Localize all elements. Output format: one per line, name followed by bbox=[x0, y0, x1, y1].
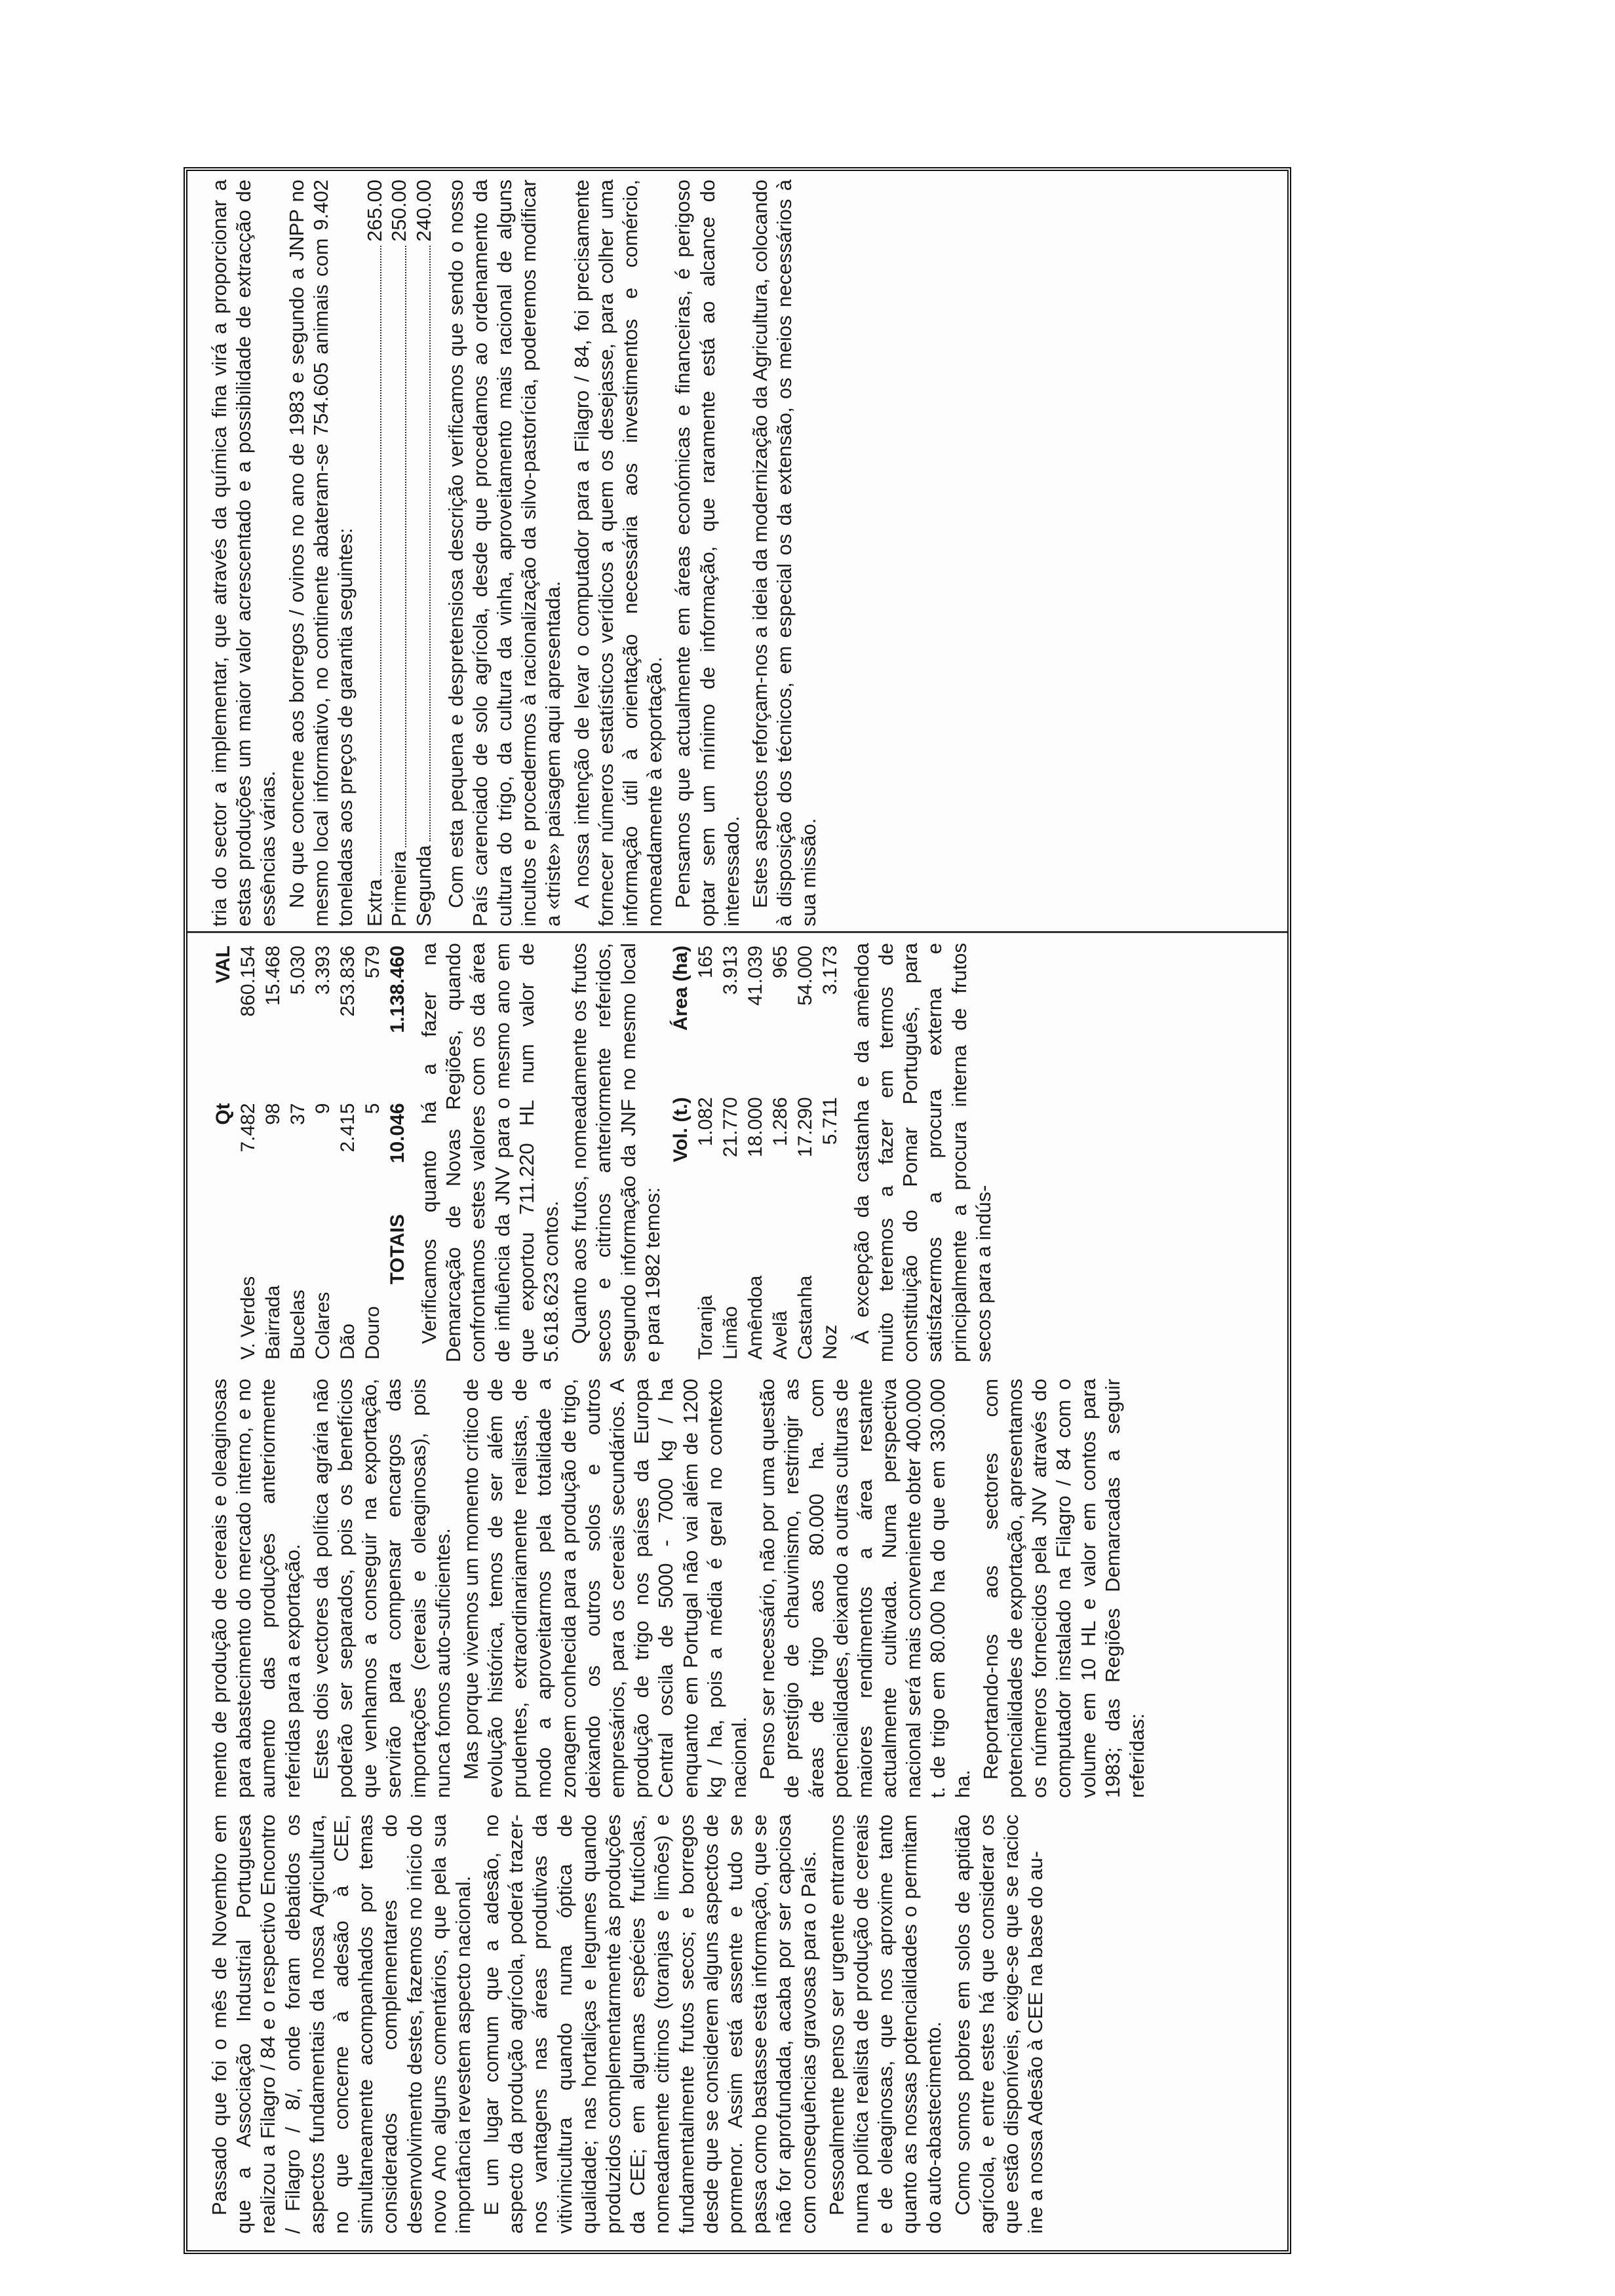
fruit-production-table bbox=[669, 943, 843, 1362]
newspaper-page bbox=[184, 167, 1291, 2254]
table-cell: 15.468 bbox=[262, 946, 284, 1006]
article-column-4 bbox=[207, 180, 1268, 927]
article-column-2 bbox=[207, 1379, 1268, 1798]
table-row bbox=[360, 943, 385, 1362]
table-row bbox=[793, 943, 818, 1362]
paragraph: Pensamos que actualmente em áreas económicas e financeiras, é perigoso optar sem um mínimo de informação, que raramente está ao alcance do interessado. bbox=[671, 180, 743, 927]
paragraph: Passado que foi o mês de Novembro em que a Associação Industrial Portuguesa realizou a Filagro / 84 e o respectivo Encontro / Filagro / 8/, onde foram debatidos os aspectos fundamentais da nossa Agricultura, no que concerne à adesão à CEE, simultaneamente acompanhados por temas considerados complementares do desenvolvimento destes, fazemos no início do novo Ano alguns comentários, que pela sua importância revestem aspecto nacional. bbox=[208, 1814, 475, 2234]
price-value: 240.00 bbox=[412, 180, 435, 242]
list-item bbox=[387, 180, 411, 927]
paragraph: À excepção da castanha e da amêndoa muito teremos a fazer em termos de constituição do Pomar Português, para satisfazermos a procura externa e principalmente a procura interna de frutos secos para a indús- bbox=[849, 943, 995, 1362]
table-cell: Castanha bbox=[794, 1275, 816, 1360]
guarantee-price-list bbox=[362, 180, 436, 927]
table-row bbox=[818, 943, 843, 1362]
table-cell: 98 bbox=[262, 1103, 284, 1125]
paragraph: Reportando-nos aos sectores com potencialidades de exportação, apresentamos os números fornecidos pela JNV através do computador instalado na Filagro / 84 com o volume em 10 HL e valor em contos para 1983; das Regiões Demarcadas a seguir referidas: bbox=[979, 1379, 1148, 1798]
wine-export-table bbox=[211, 943, 410, 1362]
list-item bbox=[412, 180, 436, 927]
table-cell: 253.836 bbox=[337, 946, 359, 1017]
table-cell: Avelã bbox=[769, 1311, 791, 1360]
table-cell: Colares bbox=[312, 1292, 334, 1360]
table-cell: 1.082 bbox=[694, 1097, 716, 1147]
table-row bbox=[286, 943, 311, 1362]
table-cell: 579 bbox=[362, 946, 383, 979]
table-cell: 1.286 bbox=[769, 1097, 791, 1147]
table-cell: Dão bbox=[337, 1323, 359, 1360]
paragraph: No que concerne aos borregos / ovinos no ano de 1983 e segundo a JNPP no mesmo local informativo, no continente abateram-se 754.605 animais com 9.402 toneladas aos preços de garantia seguintes: bbox=[284, 180, 357, 927]
table-row bbox=[718, 943, 743, 1362]
table-cell: 21.770 bbox=[719, 1097, 741, 1158]
table-header-row bbox=[669, 943, 693, 1362]
list-item bbox=[362, 180, 387, 927]
table-cell: 7.482 bbox=[237, 1103, 259, 1153]
dot-leader bbox=[387, 246, 406, 847]
article-column-1 bbox=[207, 1814, 1268, 2234]
table-row bbox=[261, 943, 286, 1362]
price-value: 250.00 bbox=[387, 180, 411, 242]
table-cell: 17.290 bbox=[794, 1097, 816, 1158]
table-cell: 3.173 bbox=[819, 946, 841, 995]
column-divider bbox=[187, 931, 1287, 933]
paragraph: Penso ser necessário, não por uma questão de prestígio de chauvinismo, restringir as áreas de trigo aos 80.000 ha. com potencialidades, deixando a outras culturas de maiores rendimentos a área restante actualmente cultivada. Numa perspectiva nacional será mais conveniente obter 400.000 t. de trigo em 80.000 ha do que em 330.000 ha. bbox=[756, 1379, 974, 1798]
table-cell: Amêndoa bbox=[744, 1275, 766, 1360]
table-header: Qt bbox=[212, 1103, 234, 1125]
table-cell: 860.154 bbox=[237, 946, 259, 1017]
paragraph: Verificamos quanto há a fazer na Demarcação de Novas Regiões, quando confrontamos estes valores com os da área de influência da JNV para o mesmo ano em que exportou 711.220 HL num valor de 5.618.623 contos. bbox=[418, 943, 562, 1362]
table-cell: Toranja bbox=[694, 1295, 716, 1360]
paragraph: A nossa intenção de levar o computador para a Filagro / 84, foi precisamente fornecer números estatísticos verídicos a quem os desejasse, para colher uma informação útil à orientação necessária aos investimentos e comércio, nomeadamente à exportação. bbox=[570, 180, 667, 927]
table-cell: 54.000 bbox=[794, 946, 816, 1006]
table-row bbox=[336, 943, 360, 1362]
paragraph: Com esta pequena e despretensiosa descrição verificamos que sendo o nosso País carenciado de solo agrícola, desde que procedamos ao ordenamento da cultura do trigo, da cultura da vinha, aproveitamento mais racional de alguns incultos e procedermos à racionalização da silvo-pastorícia, poderemos modificar a «triste» paisagem aqui apresentada. bbox=[444, 180, 565, 927]
table-total-row bbox=[385, 943, 410, 1362]
table-cell: 37 bbox=[287, 1103, 309, 1125]
table-cell: 965 bbox=[769, 946, 791, 979]
table-header-row bbox=[211, 943, 236, 1362]
table-cell: 18.000 bbox=[744, 1097, 766, 1158]
table-header: Vol. (t.) bbox=[669, 1097, 691, 1162]
table-cell: Douro bbox=[362, 1306, 383, 1360]
table-row bbox=[311, 943, 336, 1362]
paragraph: Mas porque vivemos um momento crítico de evolução histórica, temos de ser além de prudentes, extraordinariamente realistas, de modo a aproveitarmos pela totalidade a zonagem conhecida para a produção de trigo, deixando os outros solos e outros empresários, para os cereais secundários. A produção de trigo nos países da Europa Central oscila de 5000 - 7000 kg / ha enquanto em Portugal não vai além de 1200 kg / ha, pois a média é geral no contexto nacional. bbox=[459, 1379, 750, 1798]
table-row bbox=[743, 943, 768, 1362]
paragraph: Pessoalmente penso ser urgente entrarmos numa política realista de produção de cereais e de oleaginosas, que nos aproxime tanto quanto as nossas potencialidades o permitam do auto-abastecimento. bbox=[825, 1814, 946, 2234]
paragraph: E um lugar comum que a adesão, no aspecto da produção agrícola, poderá trazer-nos vantagens nas áreas produtivas da vitivinicultura quando numa óptica de qualidade; nas hortaliças e legumes quando produzidos complementarmente às produções da CEE; em algumas espécies frutícolas, nomeadamente citrinos (toranjas e limões) e fundamentalmente frutos secos; e borregos desde que se considerem alguns aspectos de pormenor. Assim está assente e tudo se passa como bastasse esta informação, que se não for aprofundada, acaba por ser capciosa com consequências gravosas para o País. bbox=[480, 1814, 820, 2234]
price-label: Extra bbox=[363, 879, 387, 927]
dot-leader bbox=[412, 246, 431, 841]
table-header bbox=[669, 1212, 693, 1362]
table-cell: 5 bbox=[362, 1103, 383, 1115]
dot-leader bbox=[362, 246, 381, 875]
table-cell: TOTAIS bbox=[387, 1214, 408, 1285]
table-header: VAL bbox=[212, 946, 234, 984]
price-label: Primeira bbox=[387, 851, 411, 927]
table-header bbox=[211, 1212, 236, 1362]
table-cell: Noz bbox=[819, 1324, 841, 1360]
table-cell: 3.913 bbox=[719, 946, 741, 995]
paragraph: Estes aspectos reforçam-nos a ideia da modernização da Agricultura, colocando à disposição dos técnicos, em especial os da extensão, os meios necessários à sua missão. bbox=[748, 180, 821, 927]
table-cell: 1.138.460 bbox=[387, 946, 408, 1033]
table-cell: 41.039 bbox=[744, 946, 766, 1006]
paragraph: Estes dois vectores da política agrária não poderão ser separados, pois os benefícios que venhamos a conseguir na exportação, servirão para compensar encargos das importações (cereais e oleaginosas), pois nunca fomos auto-suficientes. bbox=[309, 1379, 454, 1798]
table-row bbox=[768, 943, 793, 1362]
table-cell: 165 bbox=[694, 946, 716, 979]
table-row bbox=[236, 943, 261, 1362]
table-header: Área (ha) bbox=[669, 946, 691, 1031]
paragraph: Quanto aos frutos, nomeadamente os frutos secos e citrinos anteriormente referidos, segundo informação da JNF no mesmo local e para 1982 temos: bbox=[568, 943, 664, 1362]
price-value: 265.00 bbox=[363, 180, 387, 242]
price-label: Segunda bbox=[412, 845, 435, 927]
table-cell: 9 bbox=[312, 1103, 334, 1115]
paragraph: tria do sector a implementar, que através da química fina virá a proporcionar a estas produções um maior valor acrescentado e a possibilidade de extracção de essências várias. bbox=[208, 180, 280, 927]
table-cell: 2.415 bbox=[337, 1103, 359, 1153]
table-cell: Bairrada bbox=[262, 1285, 284, 1360]
table-cell: 10.046 bbox=[387, 1103, 408, 1164]
table-cell: 5.030 bbox=[287, 946, 309, 995]
table-cell: Limão bbox=[719, 1306, 741, 1360]
paragraph: Como somos pobres em solos de aptidão agrícola, e entre estes há que considerar os que estão disponíveis, exige-se que se racioc ine a nossa Adesão à CEE na base do au- bbox=[950, 1814, 1047, 2234]
table-cell: 3.393 bbox=[312, 946, 334, 995]
table-cell: V. Verdes bbox=[237, 1276, 259, 1360]
paragraph: mento de produção de cereais e oleaginosas para abastecimento do mercado interno, e no aumento das produções anteriormente referidas para a exportação. bbox=[208, 1379, 304, 1798]
table-cell: Bucelas bbox=[287, 1290, 309, 1360]
table-cell: 5.711 bbox=[819, 1097, 841, 1145]
table-row bbox=[693, 943, 718, 1362]
article-column-3 bbox=[207, 943, 1268, 1362]
